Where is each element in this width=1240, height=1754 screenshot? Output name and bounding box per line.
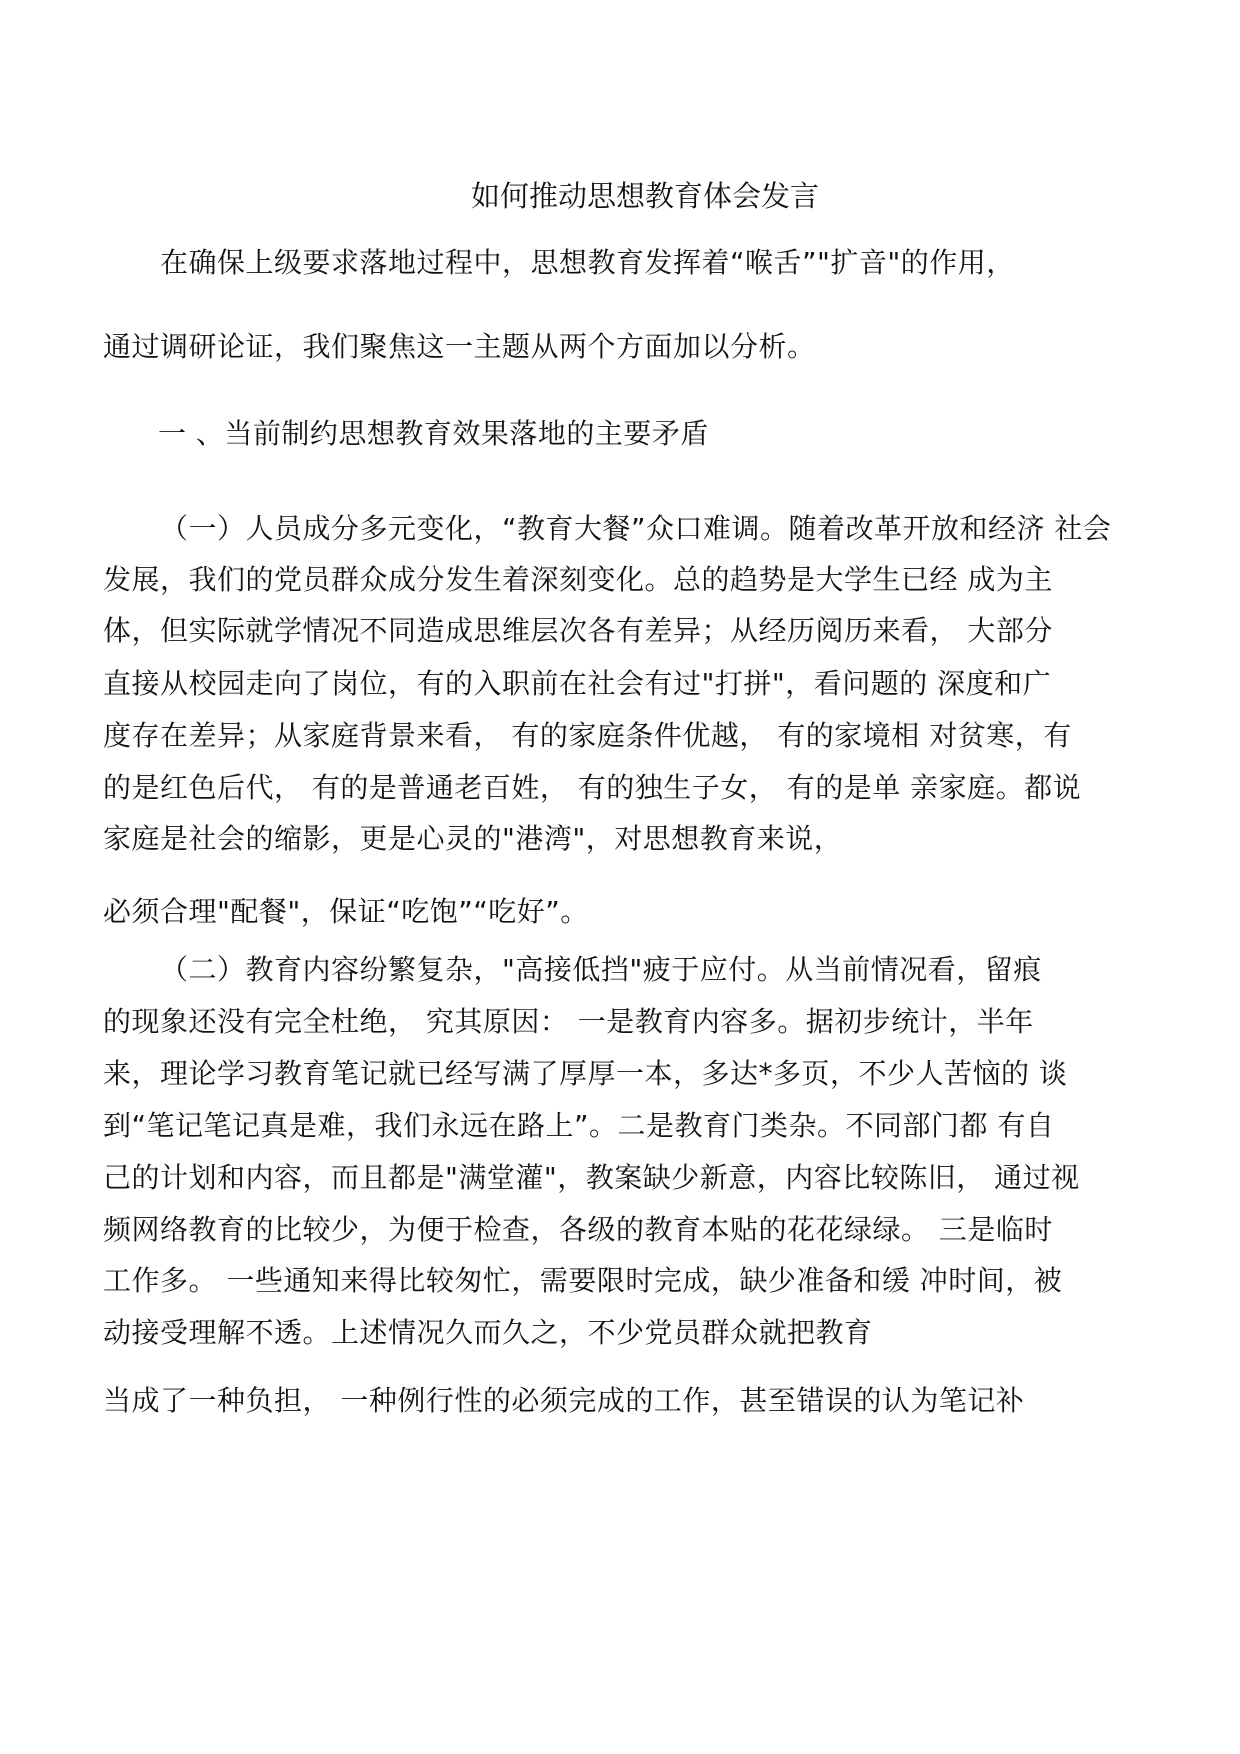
para2-line-1: （二）教育内容纷繁复杂，"高接低挡"疲于应付。从当前情况看，留痕 (160, 953, 1042, 986)
para2-line-5: 己的计划和内容，而且都是"满堂灌"，教案缺少新意，内容比较陈旧， 通过视 (103, 1161, 1080, 1194)
para1-line-7: 家庭是社会的缩影，更是心灵的"港湾"，对思想教育来说， (103, 822, 843, 855)
para2-line-8: 动接受理解不透。上述情况久而久之，不少党员群众就把教育 (103, 1316, 873, 1349)
para2-line-9: 当成了一种负担， 一种例行性的必须完成的工作，甚至错误的认为笔记补 (103, 1384, 1025, 1417)
para1-line-1: （一）人员成分多元变化，“教育大餐”众口难调。随着改革开放和经济 社会 (160, 512, 1112, 545)
para2-line-7: 工作多。 一些通知来得比较匆忙，需要限时完成，缺少准备和缓 冲时间，被 (103, 1264, 1063, 1297)
para1-line-2: 发展，我们的党员群众成分发生着深刻变化。总的趋势是大学生已经 成为主 (103, 563, 1053, 596)
para2-line-4: 到“笔记笔记真是难，我们永远在路上”。二是教育门类杂。不同部门都 有自 (103, 1109, 1055, 1142)
para1-line-6: 的是红色后代， 有的是普通老百姓， 有的独生子女， 有的是单 亲家庭。都说 (103, 771, 1082, 804)
para1-line-5: 度存在差异；从家庭背景来看， 有的家庭条件优越， 有的家境相 对贫寒，有 (103, 719, 1072, 752)
para1-line-8: 必须合理"配餐"，保证“吃饱”“吃好”。 (103, 895, 589, 928)
document-title: 如何推动思想教育体会发言 (470, 179, 819, 213)
para1-line-4: 直接从校园走向了岗位，有的入职前在社会有过"打拼"，看问题的 深度和广 (103, 667, 1052, 700)
intro-line-2: 通过调研论证，我们聚焦这一主题从两个方面加以分析。 (103, 330, 816, 363)
section-heading: 一 、当前制约思想教育效果落地的主要矛盾 (158, 417, 709, 450)
para2-line-6: 频网络教育的比较少，为便于检查，各级的教育本贴的花花绿绿。 三是临时 (103, 1213, 1053, 1246)
para2-line-3: 来，理论学习教育笔记就已经写满了厚厚一本，多达*多页，不少人苦恼的 谈 (103, 1057, 1068, 1090)
para1-line-3: 体，但实际就学情况不同造成思维层次各有差异；从经历阅历来看， 大部分 (103, 614, 1053, 647)
para2-line-2: 的现象还没有完全杜绝， 究其原因： 一是教育内容多。据初步统计，半年 (103, 1005, 1034, 1038)
intro-line-1: 在确保上级要求落地过程中，思想教育发挥着“喉舌”"扩音"的作用， (160, 246, 1015, 279)
